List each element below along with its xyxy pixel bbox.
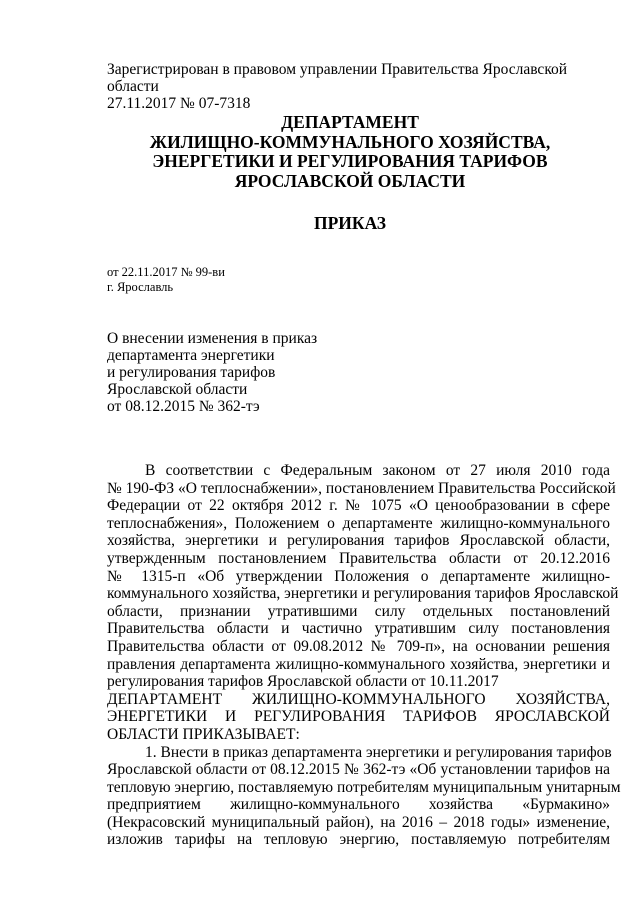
order-meta	[107, 265, 225, 295]
registration-line-2: 27.11.2017 № 07-7318	[107, 95, 251, 112]
subject-line: от 08.12.2015 № 362-тэ	[107, 398, 260, 415]
preamble-line: № 190-ФЗ «О теплоснабжении», постановлением Правительства Российской	[107, 479, 616, 497]
item-1-line: тепловую энергию, поставляемую потребителям муниципальным унитарным	[107, 778, 621, 796]
subject-line: департамента энергетики	[107, 347, 275, 364]
order-subject	[107, 330, 317, 415]
order-clause-line: ОБЛАСТИ ПРИКАЗЫВАЕТ:	[107, 725, 300, 743]
preamble-line: правления департамента жилищно-коммунального хозяйства, энергетики и	[107, 655, 610, 673]
order-clause-line: ЭНЕРГЕТИКИ И РЕГУЛИРОВАНИЯ ТАРИФОВ ЯРОСЛАВСКОЙ	[107, 708, 610, 726]
item-1-line: Ярославской области от 08.12.2015 № 362-тэ «Об установлении тарифов на	[107, 761, 610, 779]
document-type-title: ПРИКАЗ	[313, 213, 387, 233]
preamble-line: Правительства области от 09.08.2012 № 709-п», на основании решения	[107, 637, 610, 655]
preamble-line: № 1315-п «Об утверждении Положения о департаменте жилищно-	[107, 567, 610, 585]
department-line: ДЕПАРТАМЕНТ	[281, 112, 419, 132]
subject-line: и регулирования тарифов	[107, 364, 276, 381]
preamble-line: Федерации от 22 октября 2012 г. № 1075 «О ценообразовании в сфере	[107, 497, 610, 515]
preamble-line: регулирования тарифов Ярославской области от 10.11.2017	[107, 673, 499, 691]
preamble-line: теплоснабжения», Положением о департаменте жилищно-коммунального	[107, 514, 610, 532]
order-city: г. Ярославль	[107, 280, 174, 294]
registration-line-1: Зарегистрирован в правовом управлении Правительства Ярославской области	[107, 61, 568, 95]
preamble-line: области, признании утратившими силу отдельных постановлений	[107, 602, 610, 620]
department-line: ЯРОСЛАВСКОЙ ОБЛАСТИ	[234, 170, 466, 191]
order-body	[107, 462, 621, 849]
item-1-line: изложив тарифы на тепловую энергию, поставляемую потребителям	[107, 831, 610, 849]
order-clause-line: ДЕПАРТАМЕНТ ЖИЛИЩНО-КОММУНАЛЬНОГО ХОЗЯЙСТВА,	[107, 690, 610, 708]
preamble-line: Правительства области и частично утратившим силу постановления	[107, 620, 610, 638]
subject-line: О внесении изменения в приказ	[107, 330, 318, 347]
item-1-line: 1. Внести в приказ департамента энергетики и регулирования тарифов	[145, 743, 612, 761]
department-heading	[100, 113, 600, 191]
item-1-line: предприятием жилищно-коммунального хозяйства «Бурмакино»	[107, 796, 610, 814]
subject-line: Ярославской области	[107, 381, 248, 398]
registration-note	[107, 61, 617, 112]
item-1-line: (Некрасовский муниципальный район), на 2016 – 2018 годы» изменение,	[107, 813, 610, 831]
order-date-number: от 22.11.2017 № 99-ви	[107, 265, 225, 279]
preamble-line: хозяйства, энергетики и регулирования тарифов Ярославской области,	[107, 532, 610, 550]
preamble-line: коммунального хозяйства, энергетики и регулирования тарифов Ярославской	[107, 585, 619, 603]
preamble-line: В соответствии с Федеральным законом от 27 июля 2010 года	[145, 462, 610, 479]
department-line: ЭНЕРГЕТИКИ И РЕГУЛИРОВАНИЯ ТАРИФОВ	[152, 151, 548, 171]
preamble-line: утвержденным постановлением Правительства области от 20.12.2016	[107, 549, 610, 567]
department-line: ЖИЛИЩНО-КОММУНАЛЬНОГО ХОЗЯЙСТВА,	[149, 131, 551, 152]
